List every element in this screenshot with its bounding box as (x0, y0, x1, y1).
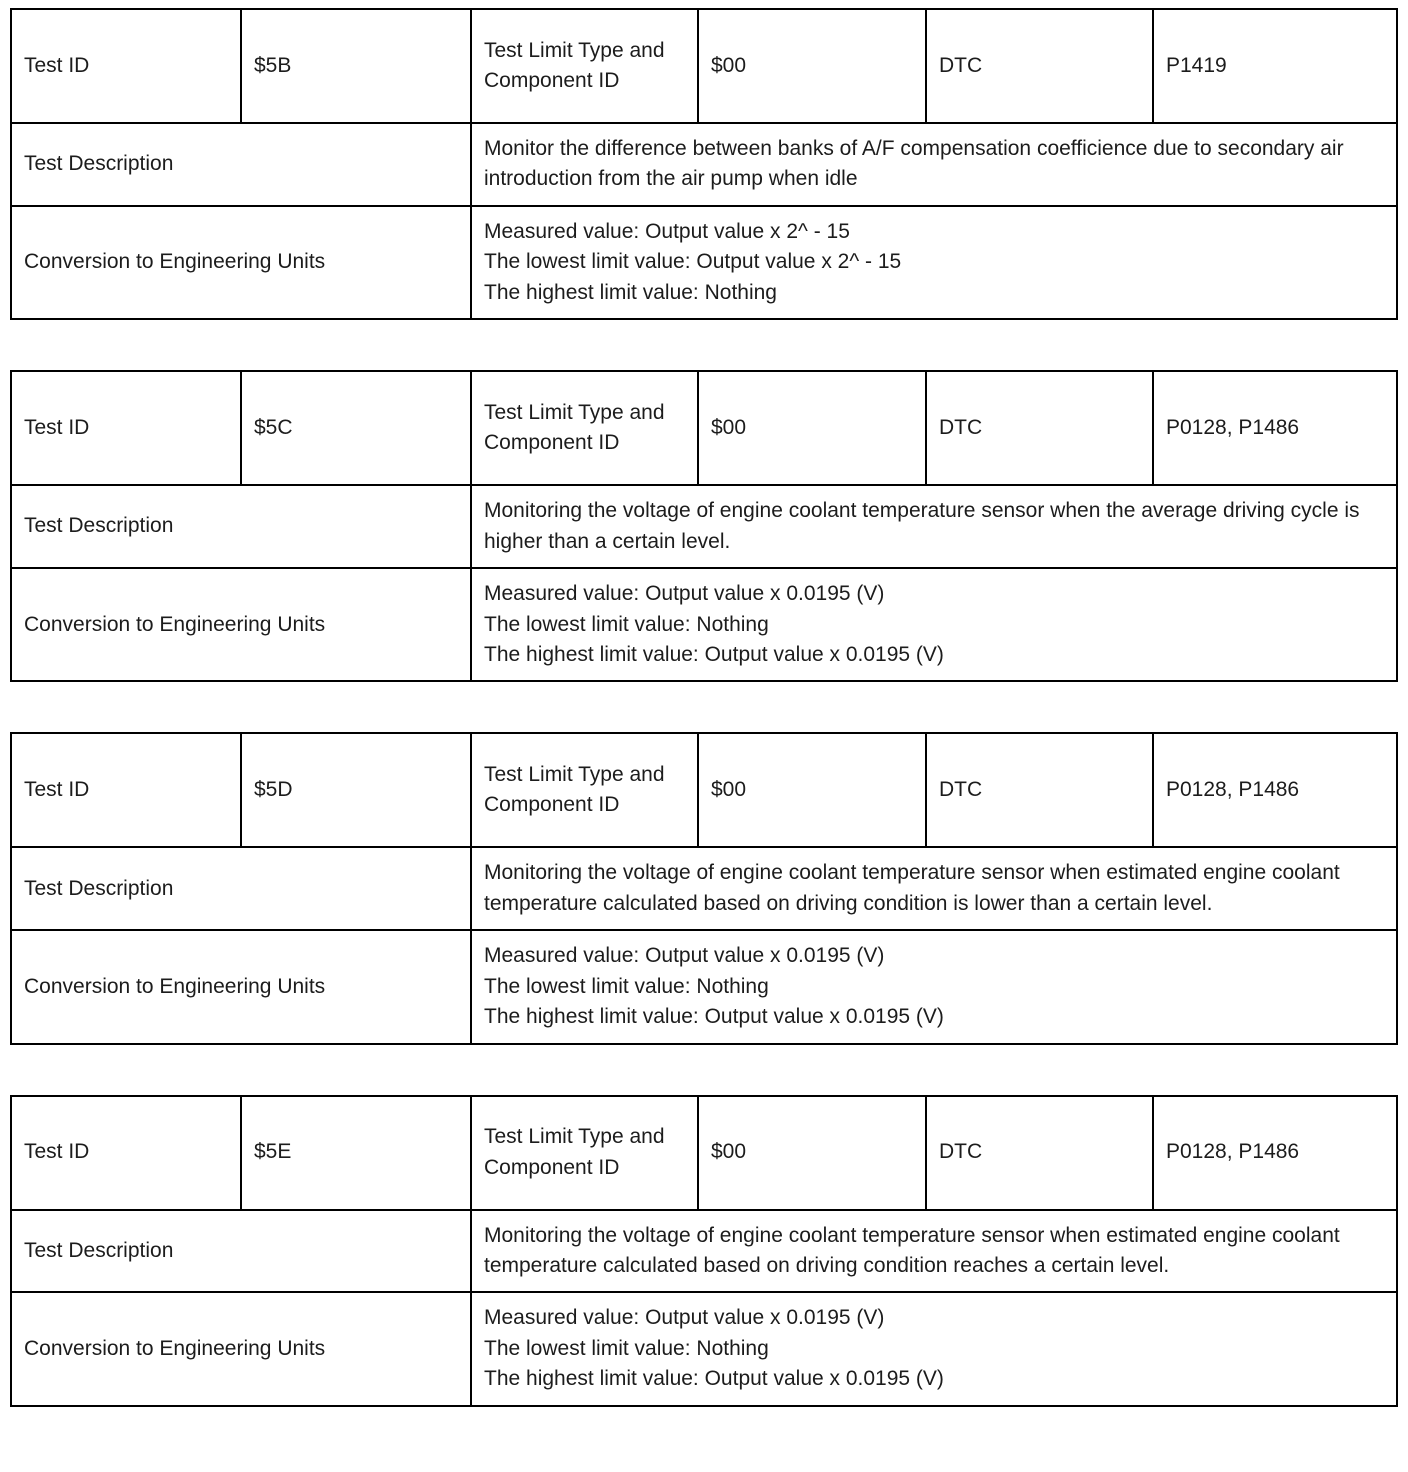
test-description-value: Monitoring the voltage of engine coolant temperature sensor when estimated engine coolant temperature calculated based on driving condition reaches a certain level. (471, 1210, 1397, 1293)
conversion-label: Conversion to Engineering Units (11, 930, 471, 1043)
table-row (11, 371, 1397, 485)
table-row (11, 206, 1397, 319)
conversion-line: The highest limit value: Output value x 0.0195 (V) (484, 1005, 944, 1029)
test-description-value: Monitor the difference between banks of A/F compensation coefficience due to secondary air introduction from the air pump when idle (471, 123, 1397, 206)
conversion-line: The lowest limit value: Nothing (484, 974, 769, 998)
table-row (11, 930, 1397, 1043)
conversion-label: Conversion to Engineering Units (11, 1292, 471, 1405)
limit-type-value: $00 (698, 733, 926, 847)
table-row (11, 847, 1397, 930)
limit-type-label: Test Limit Type and Component ID (471, 1096, 698, 1210)
table-row (11, 733, 1397, 847)
conversion-value (471, 1292, 1397, 1405)
conversion-label: Conversion to Engineering Units (11, 206, 471, 319)
test-id-label: Test ID (11, 371, 241, 485)
conversion-value (471, 930, 1397, 1043)
test-description-label: Test Description (11, 847, 471, 930)
conversion-line: The highest limit value: Output value x 0.0195 (V) (484, 1367, 944, 1391)
dtc-value: P0128, P1486 (1153, 371, 1397, 485)
test-description-label: Test Description (11, 123, 471, 206)
conversion-line: The lowest limit value: Nothing (484, 612, 769, 636)
dtc-value: P0128, P1486 (1153, 733, 1397, 847)
conversion-line: Measured value: Output value x 0.0195 (V) (484, 1306, 885, 1330)
table-row (11, 1292, 1397, 1405)
conversion-line: Measured value: Output value x 0.0195 (V) (484, 582, 885, 606)
conversion-value (471, 568, 1397, 681)
test-id-value: $5C (241, 371, 471, 485)
conversion-line: The lowest limit value: Output value x 2^ - 15 (484, 250, 902, 274)
test-id-value: $5B (241, 9, 471, 123)
table-row (11, 123, 1397, 206)
dtc-label: DTC (926, 1096, 1153, 1210)
test-table-5c (10, 370, 1398, 682)
test-description-value: Monitoring the voltage of engine coolant temperature sensor when the average driving cycle is higher than a certain level. (471, 485, 1397, 568)
limit-type-value: $00 (698, 371, 926, 485)
test-id-label: Test ID (11, 9, 241, 123)
limit-type-label: Test Limit Type and Component ID (471, 733, 698, 847)
test-id-value: $5D (241, 733, 471, 847)
table-row (11, 1210, 1397, 1293)
conversion-label: Conversion to Engineering Units (11, 568, 471, 681)
dtc-label: DTC (926, 733, 1153, 847)
conversion-line: The highest limit value: Output value x 0.0195 (V) (484, 642, 944, 666)
test-description-label: Test Description (11, 485, 471, 568)
test-id-label: Test ID (11, 733, 241, 847)
test-table-5d (10, 732, 1398, 1044)
dtc-label: DTC (926, 371, 1153, 485)
table-row (11, 485, 1397, 568)
table-row (11, 9, 1397, 123)
limit-type-value: $00 (698, 9, 926, 123)
test-id-label: Test ID (11, 1096, 241, 1210)
conversion-value (471, 206, 1397, 319)
conversion-line: The highest limit value: Nothing (484, 280, 777, 304)
test-description-label: Test Description (11, 1210, 471, 1293)
limit-type-label: Test Limit Type and Component ID (471, 9, 698, 123)
conversion-line: Measured value: Output value x 0.0195 (V) (484, 944, 885, 968)
dtc-label: DTC (926, 9, 1153, 123)
dtc-value: P1419 (1153, 9, 1397, 123)
test-table-5e (10, 1095, 1398, 1407)
limit-type-value: $00 (698, 1096, 926, 1210)
conversion-line: Measured value: Output value x 2^ - 15 (484, 219, 850, 243)
limit-type-label: Test Limit Type and Component ID (471, 371, 698, 485)
conversion-line: The lowest limit value: Nothing (484, 1336, 769, 1360)
table-row (11, 568, 1397, 681)
test-table-5b (10, 8, 1398, 320)
table-row (11, 1096, 1397, 1210)
test-id-value: $5E (241, 1096, 471, 1210)
dtc-value: P0128, P1486 (1153, 1096, 1397, 1210)
test-description-value: Monitoring the voltage of engine coolant temperature sensor when estimated engine coolant temperature calculated based on driving condition is lower than a certain level. (471, 847, 1397, 930)
